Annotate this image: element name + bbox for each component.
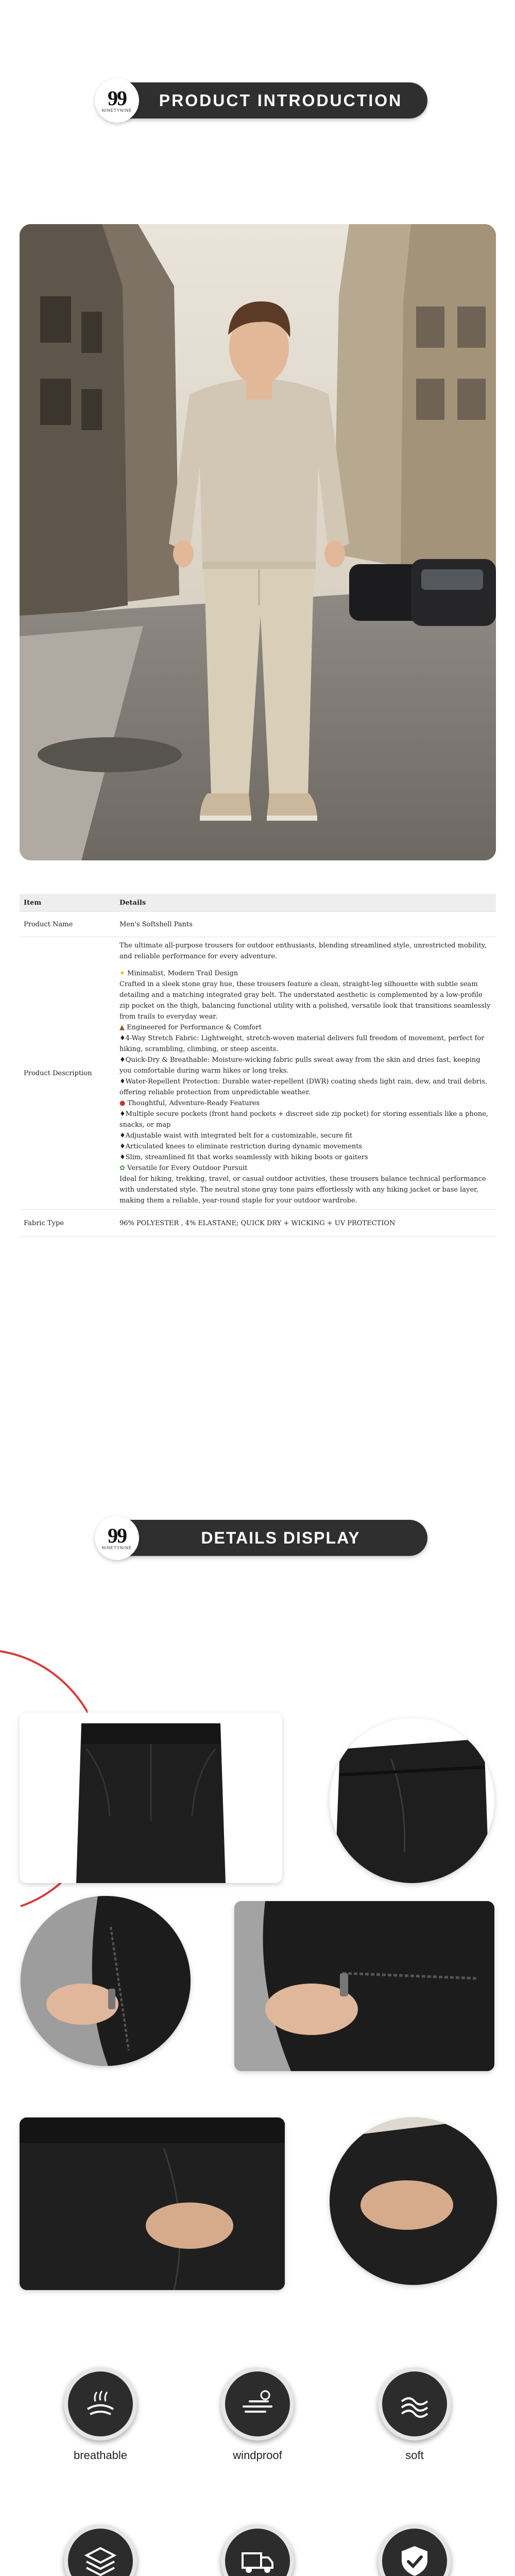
row-value-fabric-type: 96% POLYESTER , 4% ELASTANE; QUICK DRY + WICKING + UV PROTECTION [115, 1210, 496, 1237]
table-header-item: Item [20, 894, 115, 912]
feature-soft [355, 2367, 474, 2462]
section-title: PRODUCT INTRODUCTION [159, 91, 403, 110]
brand-logo [95, 78, 139, 123]
features-heading: ● Thoughtful, Adventure-Ready Features [119, 1099, 260, 1107]
product-details-table [20, 894, 496, 1237]
row-label-fabric-type: Fabric Type [20, 1210, 115, 1237]
feature-label: soft [405, 2449, 424, 2462]
row-label-product-name: Product Name [20, 912, 115, 937]
table-header-row [20, 894, 496, 912]
list-item: ♦Slim, streamlined fit that works seamlessly with hiking boots or gaiters [119, 1154, 368, 1161]
list-item: ♦Adjustable waist with integrated belt for a customizable, secure fit [119, 1132, 353, 1140]
feature-quality-assurance [355, 2524, 474, 2576]
brand-logo-mark: 99 [108, 1523, 126, 1547]
brand-logo [95, 1516, 139, 1560]
versatile-heading: ✿ Versatile for Every Outdoor Pursuit [119, 1164, 248, 1172]
feature-label: windproof [233, 2449, 282, 2462]
section-title: DETAILS DISPLAY [201, 1529, 360, 1547]
detail-photo-hand-pocket-circle [330, 2117, 497, 2285]
table-row [20, 912, 496, 937]
brand-logo-sub: NINETYNINE [101, 1545, 132, 1550]
detail-photo-pocket-closeup [330, 1718, 494, 1883]
list-item: ♦Multiple secure pockets (front hand pockets + discreet side zip pocket) for storing essentials like a phone, snacks, or map [119, 1110, 488, 1129]
description-intro: The ultimate all-purpose trousers for outdoor enthusiasts, blending streamlined style, unrestricted mobility, and reliable performance for every adventure. [119, 942, 487, 960]
list-item: ♦4-Way Stretch Fabric: Lightweight, stretch-woven material delivers full freedom of movement, perfect for hiking, scrambling, climbing, or steep ascents. [119, 1035, 485, 1053]
detail-photo-zipper-pocket [234, 1901, 494, 2071]
list-item: ♦Water-Repellent Protection: Durable water-repellent (DWR) coating sheds light rain, dew, and trail debris, offering reliable protection from unpredictable weather. [119, 1078, 488, 1096]
backpack-icon: ● [119, 1099, 126, 1107]
design-text: Crafted in a sleek stone gray hue, these trousers feature a clean, straight-leg silhouette with subtle seam detailing and a matching integrated gray belt. The understated aesthetic is complemented by a low-profile zip pocket on the thigh, balancing functional utility with a polished, versatile look that transitions seamlessly from trails to everyday wear. [119, 980, 491, 1021]
list-item: ♦Quick-Dry & Breathable: Moisture-wicking fabric pulls sweat away from the skin and dries fast, keeping you comfortable during warm hikes or long treks. [119, 1056, 480, 1075]
row-label-product-description: Product Description [20, 937, 115, 1210]
table-row [20, 1210, 496, 1237]
windproof-icon [221, 2367, 294, 2441]
hero-model-photo [20, 224, 496, 860]
row-value-product-description [115, 937, 496, 1210]
table-header-details: Details [115, 894, 496, 912]
feature-label: breathable [74, 2449, 127, 2462]
sparkle-icon: ✦ [119, 970, 125, 977]
detail-photo-zipper-closeup [21, 1896, 191, 2066]
list-item: ♦Articulated knees to eliminate restriction during dynamic movements [119, 1143, 363, 1150]
breathable-icon [64, 2367, 137, 2441]
brand-logo-mark: 99 [108, 86, 126, 110]
soft-icon [378, 2367, 451, 2441]
versatile-text: Ideal for hiking, trekking, travel, or casual outdoor activities, these trousers balance technical performance with understated style. The neutral stone gray tone pairs effortlessly with any hiking jacket or base layer, making them a reliable, year-round staple for your outdoor wardrobe. [119, 1175, 486, 1205]
feature-windproof [198, 2367, 317, 2462]
performance-heading: ▲ Engineered for Performance & Comfort [119, 1024, 262, 1031]
section-banner-details-display [98, 1520, 427, 1556]
detail-photo-hand-pocket [20, 2117, 285, 2290]
row-value-product-name: Men's Softshell Pants [115, 912, 496, 937]
brand-logo-sub: NINETYNINE [101, 108, 132, 113]
shield-check-icon [378, 2524, 451, 2576]
layers-icon [64, 2524, 137, 2576]
feature-thickened-material [41, 2524, 160, 2576]
leaf-icon: ✿ [119, 1164, 125, 1172]
feature-spot-quick-delivery [198, 2524, 317, 2576]
section-banner-product-introduction [98, 82, 427, 118]
delivery-truck-icon [221, 2524, 294, 2576]
detail-photo-waistband [20, 1713, 282, 1883]
table-row [20, 937, 496, 1210]
mountain-icon: ▲ [119, 1024, 125, 1031]
design-heading: ✦ Minimalist, Modern Trail Design [119, 970, 238, 977]
feature-breathable [41, 2367, 160, 2462]
